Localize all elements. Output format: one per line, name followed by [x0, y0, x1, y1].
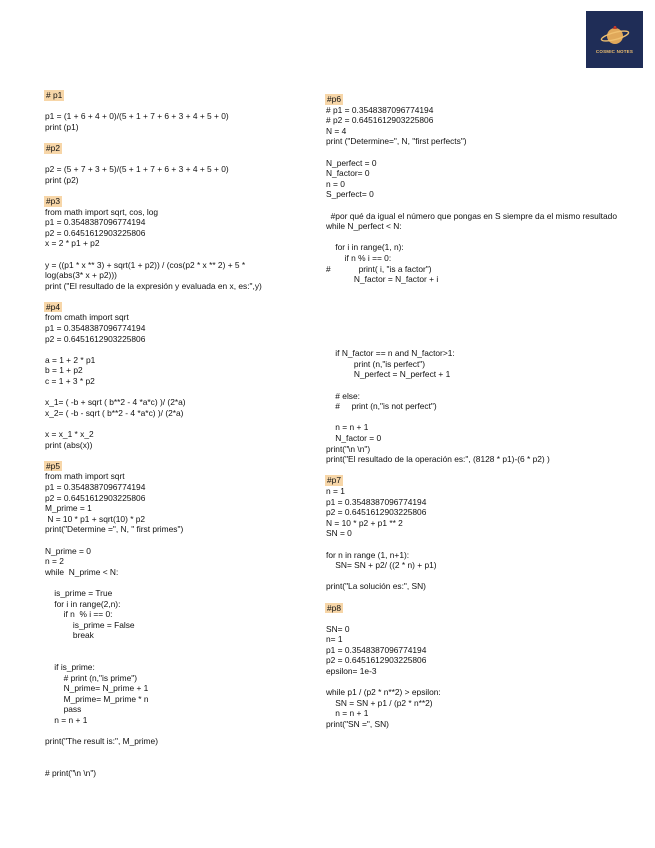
code-line — [326, 285, 617, 296]
code-line: x_1= ( -b + sqrt ( b**2 - 4 *a*c) )/ (2*a) — [45, 397, 186, 408]
code-line: # print (n,"is not perfect") — [326, 401, 437, 412]
code-line — [326, 338, 617, 349]
code-line: M_prime = 1 — [45, 503, 92, 514]
code-line — [45, 387, 262, 398]
code-line: from cmath import sqrt — [45, 312, 129, 323]
code-line: print ("El resultado de la expresión y evaluada en x, es:",y) — [45, 280, 262, 291]
code-line — [45, 344, 262, 355]
code-line: SN = 0 — [326, 528, 352, 539]
code-line: SN= SN + p2/ ((2 * n) + p1) — [326, 560, 437, 571]
code-line: y = ((p1 * x ** 3) + sqrt(1 + p2)) / (cos(p2 * x ** 2) + 5 * — [45, 259, 246, 270]
code-line — [45, 450, 262, 461]
code-line: p2 = 0.6451612903225806 — [45, 333, 146, 344]
code-line — [326, 571, 617, 582]
code-line: for i in range(2,n): — [45, 598, 121, 609]
code-line: N_prime= N_prime + 1 — [45, 683, 149, 694]
code-line: x = 2 * p1 + p2 — [45, 238, 100, 249]
code-line: print("La solución es:", SN) — [326, 581, 426, 592]
code-line: SN= 0 — [326, 623, 350, 634]
code-line: if is_prime: — [45, 662, 95, 673]
code-line: N_perfect = N_perfect + 1 — [326, 369, 451, 380]
code-line: p2 = 0.6451612903225806 — [326, 655, 427, 666]
code-line: is_prime = True — [45, 587, 113, 598]
code-line: n = n + 1 — [45, 715, 88, 726]
section-heading — [326, 94, 617, 105]
code-line: log(abs(3* x + p2))) — [45, 270, 117, 281]
right-code-column — [326, 94, 617, 730]
code-line — [45, 641, 262, 652]
code-line: p2 = 0.6451612903225806 — [45, 492, 146, 503]
code-line: # p1 = 0.3548387096774194 — [326, 104, 434, 115]
code-line: x_2= ( -b - sqrt ( b**2 - 4 *a*c) )/ (2*a) — [45, 407, 184, 418]
code-line: if n % i == 0: — [45, 609, 113, 620]
code-line — [45, 291, 262, 302]
code-line: print("El resultado de la operación es:", (8128 * p1)-(6 * p2) ) — [326, 454, 550, 465]
code-line — [45, 185, 262, 196]
code-line: N_factor = N_factor + i — [326, 274, 439, 285]
saturn-rocket-icon — [600, 25, 630, 47]
code-line: while N_perfect < N: — [326, 221, 402, 232]
section-tag: #p5 — [46, 460, 60, 471]
code-line: n = 2 — [45, 556, 64, 567]
code-line: x = x_1 * x_2 — [45, 429, 94, 439]
code-line — [45, 101, 262, 112]
code-line — [45, 726, 262, 737]
section-heading — [45, 302, 262, 313]
code-line: b = 1 + p2 — [45, 365, 83, 376]
code-line: n= 1 — [326, 634, 343, 645]
code-line — [45, 535, 262, 546]
code-line: # print("\n \n") — [45, 768, 97, 778]
code-line — [45, 577, 262, 588]
code-line — [326, 592, 617, 603]
code-line — [326, 147, 617, 158]
code-line: p1 = 0.3548387096774194 — [45, 217, 146, 228]
code-line: pass — [45, 704, 82, 715]
code-line — [326, 380, 617, 391]
code-line: break — [45, 630, 94, 641]
code-line: #por qué da igual el número que pongas en S siempre da el mismo resultado — [326, 210, 617, 221]
code-line: print("The result is:", M_prime) — [45, 736, 158, 747]
code-line: print("\n \n") — [326, 443, 371, 454]
code-line: p1 = 0.3548387096774194 — [45, 323, 146, 334]
code-line: print (p1) — [45, 121, 79, 132]
code-line: print("Determine =", N, " first primes") — [45, 524, 184, 535]
code-line: while p1 / (p2 * n**2) > epsilon: — [326, 687, 441, 698]
code-line: print (n,"is perfect") — [326, 358, 426, 369]
code-line — [326, 327, 617, 338]
code-line — [45, 418, 262, 429]
logo-text: COSMIC NOTES — [595, 49, 634, 54]
code-line — [45, 747, 262, 758]
section-tag: #p3 — [46, 195, 60, 206]
code-line: p1 = 0.3548387096774194 — [326, 644, 427, 655]
code-line: N_factor = 0 — [326, 433, 382, 443]
code-line: if n % i == 0: — [326, 252, 392, 263]
code-line: SN = SN + p1 / (p2 * n**2) — [326, 697, 433, 708]
left-code-column — [45, 90, 262, 779]
code-line: print("SN =", SN) — [326, 719, 389, 730]
code-line: # p2 = 0.6451612903225806 — [326, 115, 434, 126]
section-tag: #p8 — [327, 602, 341, 613]
code-line — [45, 651, 262, 662]
code-line — [45, 132, 262, 143]
section-heading — [45, 461, 262, 472]
section-tag: # p1 — [46, 90, 63, 100]
code-line: M_prime= M_prime * n — [45, 693, 149, 704]
code-line — [326, 412, 617, 423]
code-line: N_perfect = 0 — [326, 157, 377, 168]
code-line: N = 4 — [326, 125, 347, 136]
code-line — [326, 539, 617, 550]
section-tag: #p6 — [327, 94, 341, 104]
code-line: is_prime = False — [45, 619, 135, 630]
code-line — [326, 677, 617, 688]
code-line: # else: — [326, 390, 360, 401]
code-line: n = n + 1 — [326, 708, 369, 719]
section-tag: #p7 — [327, 475, 341, 486]
code-line — [326, 306, 617, 317]
code-line: n = 1 — [326, 485, 345, 496]
code-line: N = 10 * p1 + sqrt(10) * p2 — [45, 513, 146, 524]
code-line: for n in range (1, n+1): — [326, 549, 410, 560]
code-line — [45, 154, 262, 165]
section-tag: #p4 — [46, 301, 60, 312]
code-line: while N_prime < N: — [45, 566, 119, 577]
code-line: p1 = 0.3548387096774194 — [326, 496, 427, 507]
code-line: n = 0 — [326, 178, 345, 189]
code-line — [326, 316, 617, 327]
code-line — [326, 613, 617, 624]
code-line: p1 = 0.3548387096774194 — [45, 481, 146, 492]
section-heading — [326, 475, 617, 486]
code-line: for i in range(1, n): — [326, 242, 404, 253]
code-line: a = 1 + 2 * p1 — [45, 354, 96, 365]
code-line: N_prime = 0 — [45, 545, 91, 556]
code-line: from math import sqrt, cos, log — [45, 206, 159, 217]
section-heading — [326, 603, 617, 614]
section-heading — [45, 90, 262, 101]
cosmic-notes-logo — [586, 11, 643, 68]
code-line: p2 = 0.6451612903225806 — [326, 507, 427, 518]
code-line — [326, 232, 617, 243]
code-line: p2 = 0.6451612903225806 — [45, 227, 146, 238]
code-line: if N_factor == n and N_factor>1: — [326, 348, 455, 359]
code-line — [326, 465, 617, 476]
code-line: c = 1 + 3 * p2 — [45, 376, 95, 387]
code-line: p2 = (5 + 7 + 3 + 5)/(5 + 1 + 7 + 6 + 3 + 4 + 5 + 0) — [45, 164, 229, 175]
code-line: N_factor= 0 — [326, 168, 370, 179]
code-line: from math import sqrt — [45, 471, 125, 482]
code-line: print (abs(x)) — [45, 439, 93, 450]
code-line: # print (n,"is prime") — [45, 672, 138, 683]
code-line — [45, 249, 262, 260]
section-heading — [45, 143, 262, 154]
code-line: S_perfect= 0 — [326, 189, 374, 200]
code-line: n = n + 1 — [326, 422, 369, 433]
code-line: epsilon= 1e-3 — [326, 666, 377, 677]
section-heading — [45, 196, 262, 207]
code-line: N = 10 * p2 + p1 ** 2 — [326, 517, 403, 528]
code-line: p1 = (1 + 6 + 4 + 0)/(5 + 1 + 7 + 6 + 3 + 4 + 5 + 0) — [45, 111, 229, 122]
section-tag: #p2 — [46, 142, 60, 153]
code-line — [326, 200, 617, 211]
code-line: print ("Determine=", N, "first perfects") — [326, 136, 467, 147]
code-line: # print( i, "is a factor") — [326, 263, 432, 274]
code-line — [326, 295, 617, 306]
code-line — [45, 757, 262, 768]
code-line: print (p2) — [45, 174, 79, 185]
